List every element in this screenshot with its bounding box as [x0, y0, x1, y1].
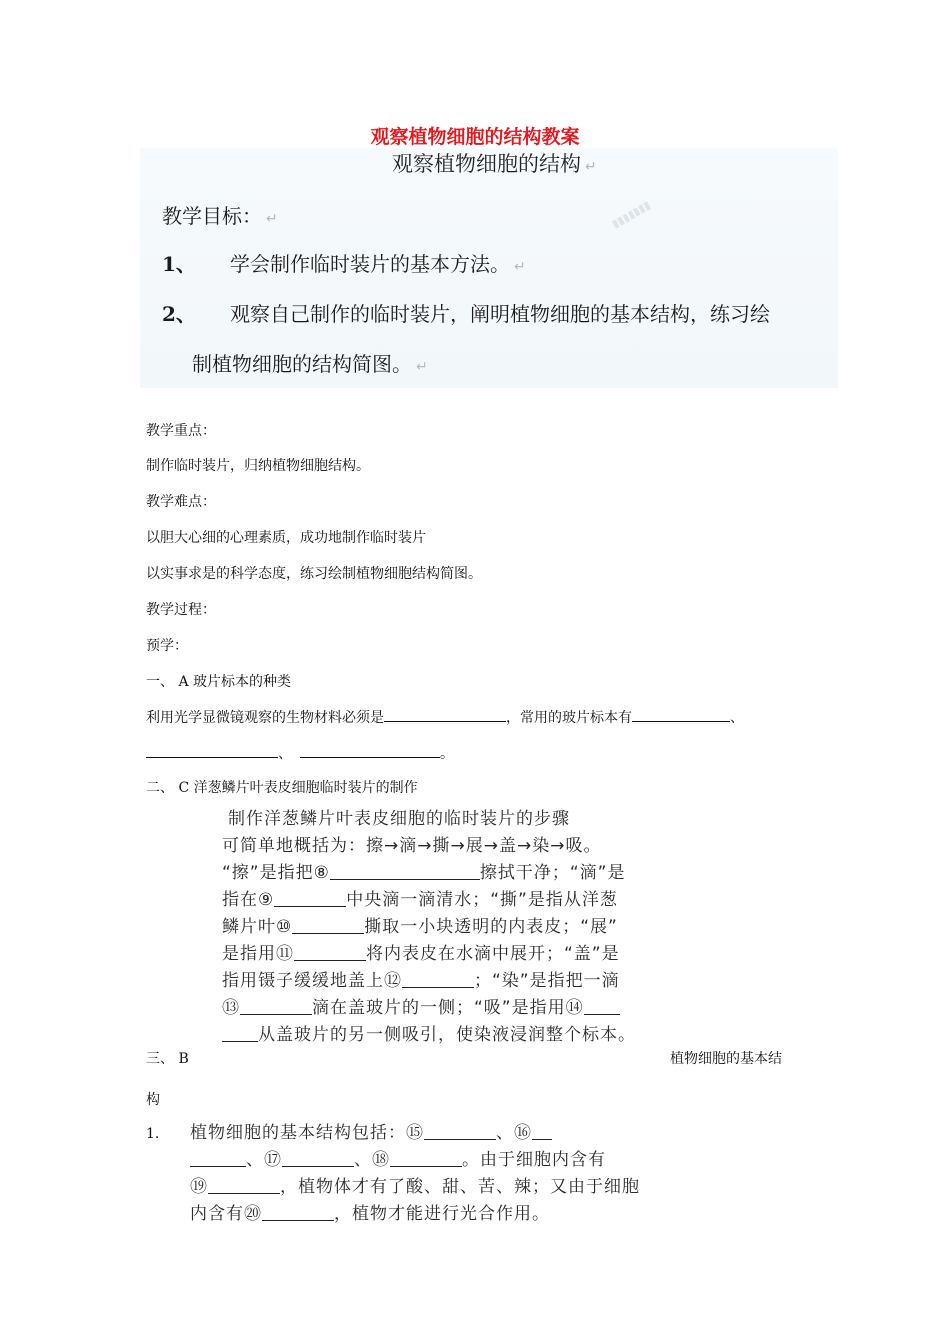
structure-text: 植物细胞的基本结构包括：⑮: [190, 1123, 424, 1143]
steps-text: 将内表皮在水滴中展开；“盖”是: [366, 944, 620, 964]
structure-line: [190, 1174, 640, 1201]
return-mark: ↵: [585, 159, 597, 175]
return-mark: ↵: [266, 211, 278, 227]
question-text: 、: [278, 746, 292, 762]
steps-line: [222, 914, 636, 941]
question-text: ，常用的玻片标本有: [506, 710, 632, 726]
goal-item-2-continued: [192, 348, 428, 377]
cell-structure-image: [190, 1120, 640, 1228]
steps-text: 指在⑨: [222, 890, 275, 910]
answer-blank[interactable]: [390, 1148, 462, 1167]
steps-line: [222, 860, 636, 887]
answer-blank[interactable]: [190, 1148, 246, 1167]
answer-blank[interactable]: [300, 743, 440, 758]
answer-blank[interactable]: [584, 996, 620, 1015]
answer-blank[interactable]: [292, 915, 364, 934]
teaching-goals-image: [140, 148, 838, 388]
key-points-heading: 教学重点：: [146, 423, 216, 439]
key-points-text: 制作临时装片，归纳植物细胞结构。: [146, 458, 370, 474]
steps-line: [222, 968, 636, 995]
watermark: ▮▮▮▮▮▮▮: [609, 198, 653, 231]
steps-text: 擦拭干净；“滴”是: [479, 863, 626, 883]
question-text: 、: [730, 710, 744, 726]
structure-text: 内含有⑳: [190, 1204, 262, 1224]
answer-blank[interactable]: [146, 743, 278, 758]
structure-text: ，植物体才有了酸、甜、苦、辣；又由于细胞: [280, 1177, 640, 1197]
answer-blank[interactable]: [632, 707, 730, 722]
structure-text: 、⑯: [496, 1123, 532, 1143]
answer-blank[interactable]: [384, 707, 506, 722]
steps-text: ；“染”是指把一滴: [474, 971, 620, 991]
goal-item-1: [162, 248, 526, 277]
steps-text: “擦”是指把⑧: [222, 863, 330, 883]
steps-line: [222, 887, 636, 914]
steps-text: 撕取一小块透明的内表皮；“展”: [364, 917, 618, 937]
difficulty-2: 以实事求是的科学态度，练习绘制植物细胞结构简图。: [146, 566, 482, 582]
answer-blank[interactable]: [402, 969, 474, 988]
difficulties-heading: 教学难点：: [146, 494, 216, 510]
steps-text: 鳞片叶⑩: [222, 917, 293, 937]
answer-blank[interactable]: [208, 1175, 280, 1194]
return-mark: ↵: [514, 259, 526, 275]
answer-blank[interactable]: [424, 1121, 496, 1140]
steps-text: 中央滴一滴清水；“撕”是指从洋葱: [346, 890, 618, 910]
question-text: 利用光学显微镜观察的生物材料必须是: [146, 710, 384, 726]
steps-line: 制作洋葱鳞片叶表皮细胞的临时装片的步骤: [228, 809, 570, 829]
structure-line: [190, 1147, 640, 1174]
goal-item-1-text: 学会制作临时装片的基本方法。: [230, 252, 510, 276]
structure-line: [190, 1120, 640, 1147]
goal-item-2: [162, 298, 770, 327]
steps-text: 指用镊子缓缓地盖上⑫: [222, 971, 402, 991]
answer-blank[interactable]: [282, 1148, 354, 1167]
part-1-question-continued: [146, 743, 454, 763]
image-title-text: 观察植物细胞的结构: [392, 152, 581, 176]
steps-line: [222, 995, 636, 1022]
structure-text: 。由于细胞内含有: [462, 1150, 606, 1170]
question-1-number: 1.: [146, 1126, 160, 1142]
goal-item-2-number: 2、: [162, 302, 196, 326]
process-heading: 教学过程：: [146, 602, 216, 618]
part-3-heading-continued: 构: [146, 1092, 160, 1108]
question-text: 。: [440, 746, 454, 762]
steps-line: [222, 941, 636, 968]
steps-line: 可简单地概括为：擦→滴→撕→展→盖→染→吸。: [222, 836, 602, 856]
goal-heading: [162, 200, 278, 229]
answer-blank[interactable]: [330, 861, 480, 880]
answer-blank[interactable]: [262, 1202, 334, 1221]
structure-text: 、⑱: [354, 1150, 390, 1170]
goal-heading-text: 教学目标：: [162, 204, 262, 228]
slide-steps-image: [222, 806, 636, 1049]
answer-blank[interactable]: [274, 888, 346, 907]
goal-item-1-number: 1、: [162, 252, 196, 276]
part-2-heading: 二、 C 洋葱鳞片叶表皮细胞临时装片的制作: [146, 780, 418, 796]
return-mark: ↵: [416, 359, 428, 375]
structure-text: ⑲: [190, 1177, 208, 1197]
structure-line: [190, 1201, 640, 1228]
part-3-heading: 三、 B: [146, 1051, 189, 1067]
image-title: [392, 148, 597, 178]
answer-blank[interactable]: [240, 996, 312, 1015]
steps-text: 是指用⑪: [222, 944, 294, 964]
structure-text: ，植物才能进行光合作用。: [334, 1204, 550, 1224]
goal-item-2-text: 观察自己制作的临时装片，阐明植物细胞的基本结构，练习绘: [230, 302, 770, 326]
structure-text: 、⑰: [246, 1150, 282, 1170]
part-1-question: [146, 707, 744, 727]
steps-text: 滴在盖玻片的一侧；“吸”是指用⑭: [312, 998, 584, 1018]
steps-line: [222, 1022, 636, 1049]
difficulty-1: 以胆大心细的心理素质，成功地制作临时装片: [146, 530, 426, 546]
steps-text: ⑬: [222, 998, 240, 1018]
answer-blank[interactable]: [532, 1121, 552, 1140]
steps-text: 从盖玻片的另一侧吸引，使染液浸润整个标本。: [258, 1025, 636, 1045]
document-title: 观察植物细胞的结构教案: [370, 126, 580, 148]
prestudy-label: 预学：: [146, 638, 188, 654]
answer-blank[interactable]: [222, 1023, 258, 1042]
answer-blank[interactable]: [294, 942, 366, 961]
part-3-heading-right: 植物细胞的基本结: [670, 1051, 782, 1067]
goal-item-2-text-continued: 制植物细胞的结构简图。: [192, 352, 412, 376]
part-1-heading: 一、 A 玻片标本的种类: [146, 674, 292, 690]
